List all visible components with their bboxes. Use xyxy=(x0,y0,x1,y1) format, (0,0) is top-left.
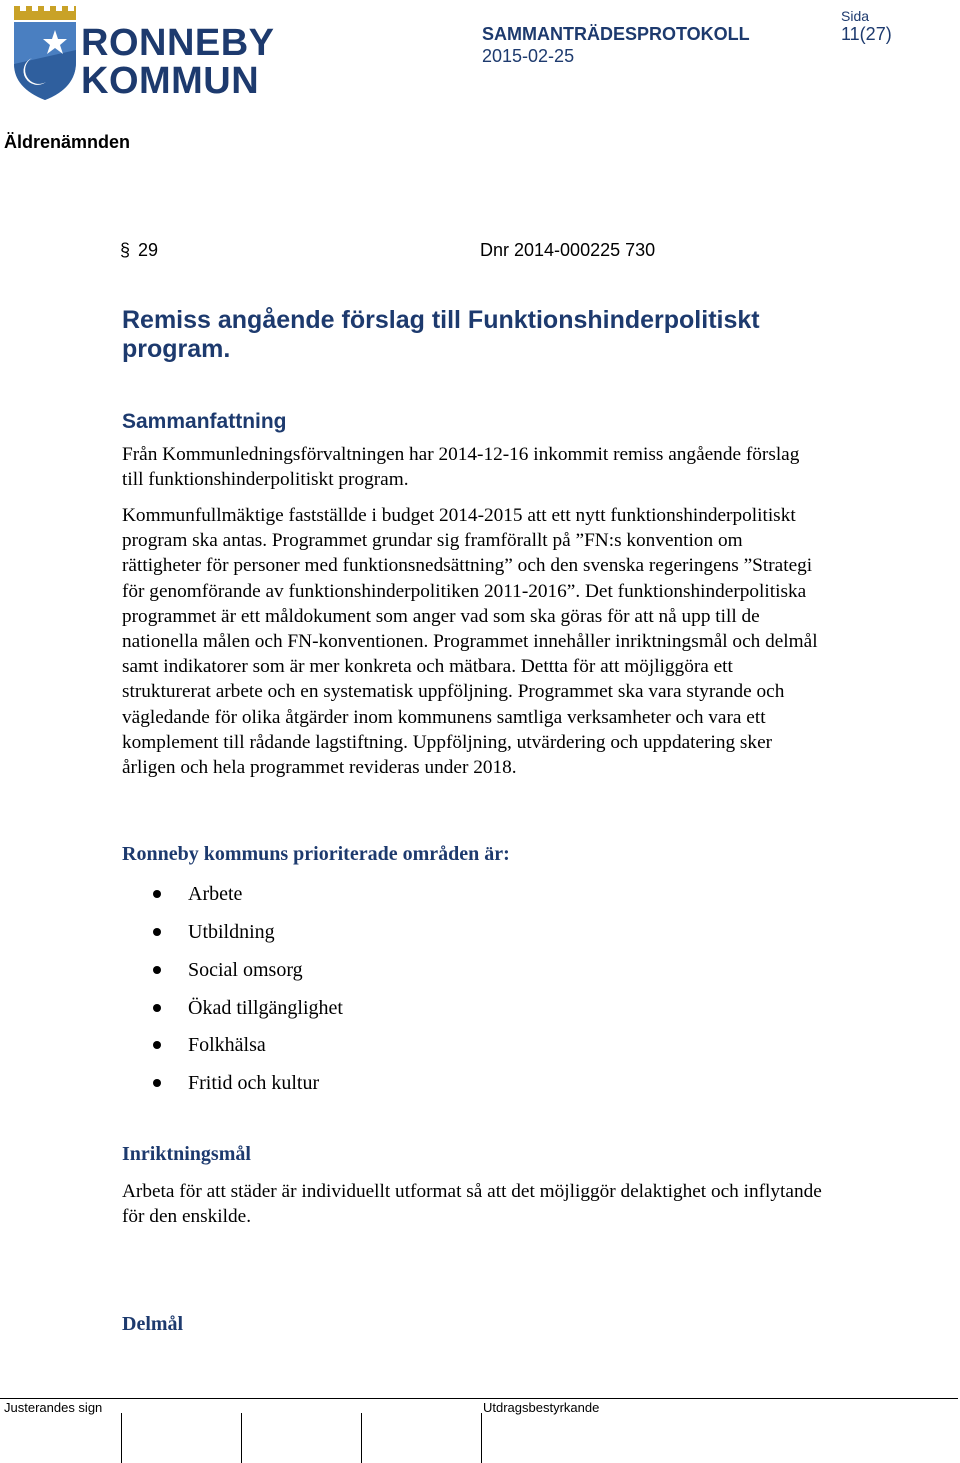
subgoal-heading: Delmål xyxy=(122,1313,184,1335)
section-mark: § xyxy=(120,240,131,260)
bullet-icon xyxy=(153,1004,161,1012)
priority-areas-heading: Ronneby kommuns prioriterade områden är: xyxy=(122,843,510,865)
section-number: 29 xyxy=(138,240,159,260)
bullet-icon xyxy=(153,928,161,936)
bullet-icon xyxy=(153,966,161,974)
committee-name: Äldrenämnden xyxy=(4,132,131,152)
summary-intro: Från Kommunledningsförvaltningen har 2014-12-16 inkommit remiss angående förslag till funktionshinderpolitiskt program. xyxy=(122,444,800,491)
list-item-label: Arbete xyxy=(188,883,243,905)
org-name-line2: KOMMUN xyxy=(81,60,260,102)
document-type: SAMMANTRÄDESPROTOKOLL xyxy=(482,24,750,44)
signature-box-divider xyxy=(361,1413,362,1463)
list-item xyxy=(0,880,600,908)
list-item xyxy=(0,1069,600,1097)
footer-divider xyxy=(0,1398,958,1399)
summary-body: Kommunfullmäktige fastställde i budget 2014-2015 att ett nytt funktionshinderpolitiskt program ska antas. Programmet grundar sig framförallt på ”FN:s konvention om rättigheter för personer med funktionsnedsättning” och den svenska regeringens ”Strategi för genomförande av funktionshinderpolitiken 2011-2016”. Det funktionshinderpolitiska programmet är ett måldokument som anger vad som ska göras för att nå upp till de nationella målen och FN-konventionen. Programmet innehåller inriktningsmål och delmål samt indikatorer som är mer konkreta och mätbara. Dettta för att möjliggöra ett strukturerat arbete och en systematisk uppföljning. Programmet ska vara styrande och vägledande för olika åtgärder inom kommunens samtliga verksamheter och vara ett komplement till rådande lagstiftning. Uppföljning, utvärdering och uppdatering sker årligen och hela programmet revideras under 2018. xyxy=(122,505,818,779)
list-item-label: Social omsorg xyxy=(188,959,303,981)
page-title: Remiss angående förslag till Funktionshinderpolitiskt program. xyxy=(122,306,760,363)
bullet-icon xyxy=(153,890,161,898)
direction-goal-text: Arbeta för att städer är individuellt utformat så att det möjliggör delaktighet och inflytande för den enskilde. xyxy=(122,1181,822,1228)
list-item-label: Fritid och kultur xyxy=(188,1072,320,1094)
bullet-icon xyxy=(153,1079,161,1087)
page-label: Sida xyxy=(841,8,870,24)
list-item-label: Folkhälsa xyxy=(188,1034,266,1056)
direction-goal-heading: Inriktningsmål xyxy=(122,1143,251,1165)
document-date: 2015-02-25 xyxy=(482,46,575,66)
list-item-label: Ökad tillgänglighet xyxy=(188,997,343,1019)
list-item xyxy=(0,918,600,946)
bullet-icon xyxy=(153,1041,161,1049)
signature-label: Justerandes sign xyxy=(4,1400,103,1415)
org-name-line1: RONNEBY xyxy=(81,22,275,64)
extract-verification-label: Utdragsbestyrkande xyxy=(483,1400,600,1415)
ronneby-coat-of-arms-icon xyxy=(10,2,80,102)
signature-footer xyxy=(0,1398,960,1463)
page-number: 11(27) xyxy=(841,24,892,44)
list-item xyxy=(0,994,600,1022)
list-item xyxy=(0,1031,600,1059)
signature-box-divider xyxy=(241,1413,242,1463)
signature-box-divider xyxy=(481,1413,482,1463)
list-item-label: Utbildning xyxy=(188,921,275,943)
summary-heading: Sammanfattning xyxy=(122,410,287,433)
registration-number: Dnr 2014-000225 730 xyxy=(480,240,656,260)
list-item xyxy=(0,956,600,984)
signature-box-divider xyxy=(121,1413,122,1463)
